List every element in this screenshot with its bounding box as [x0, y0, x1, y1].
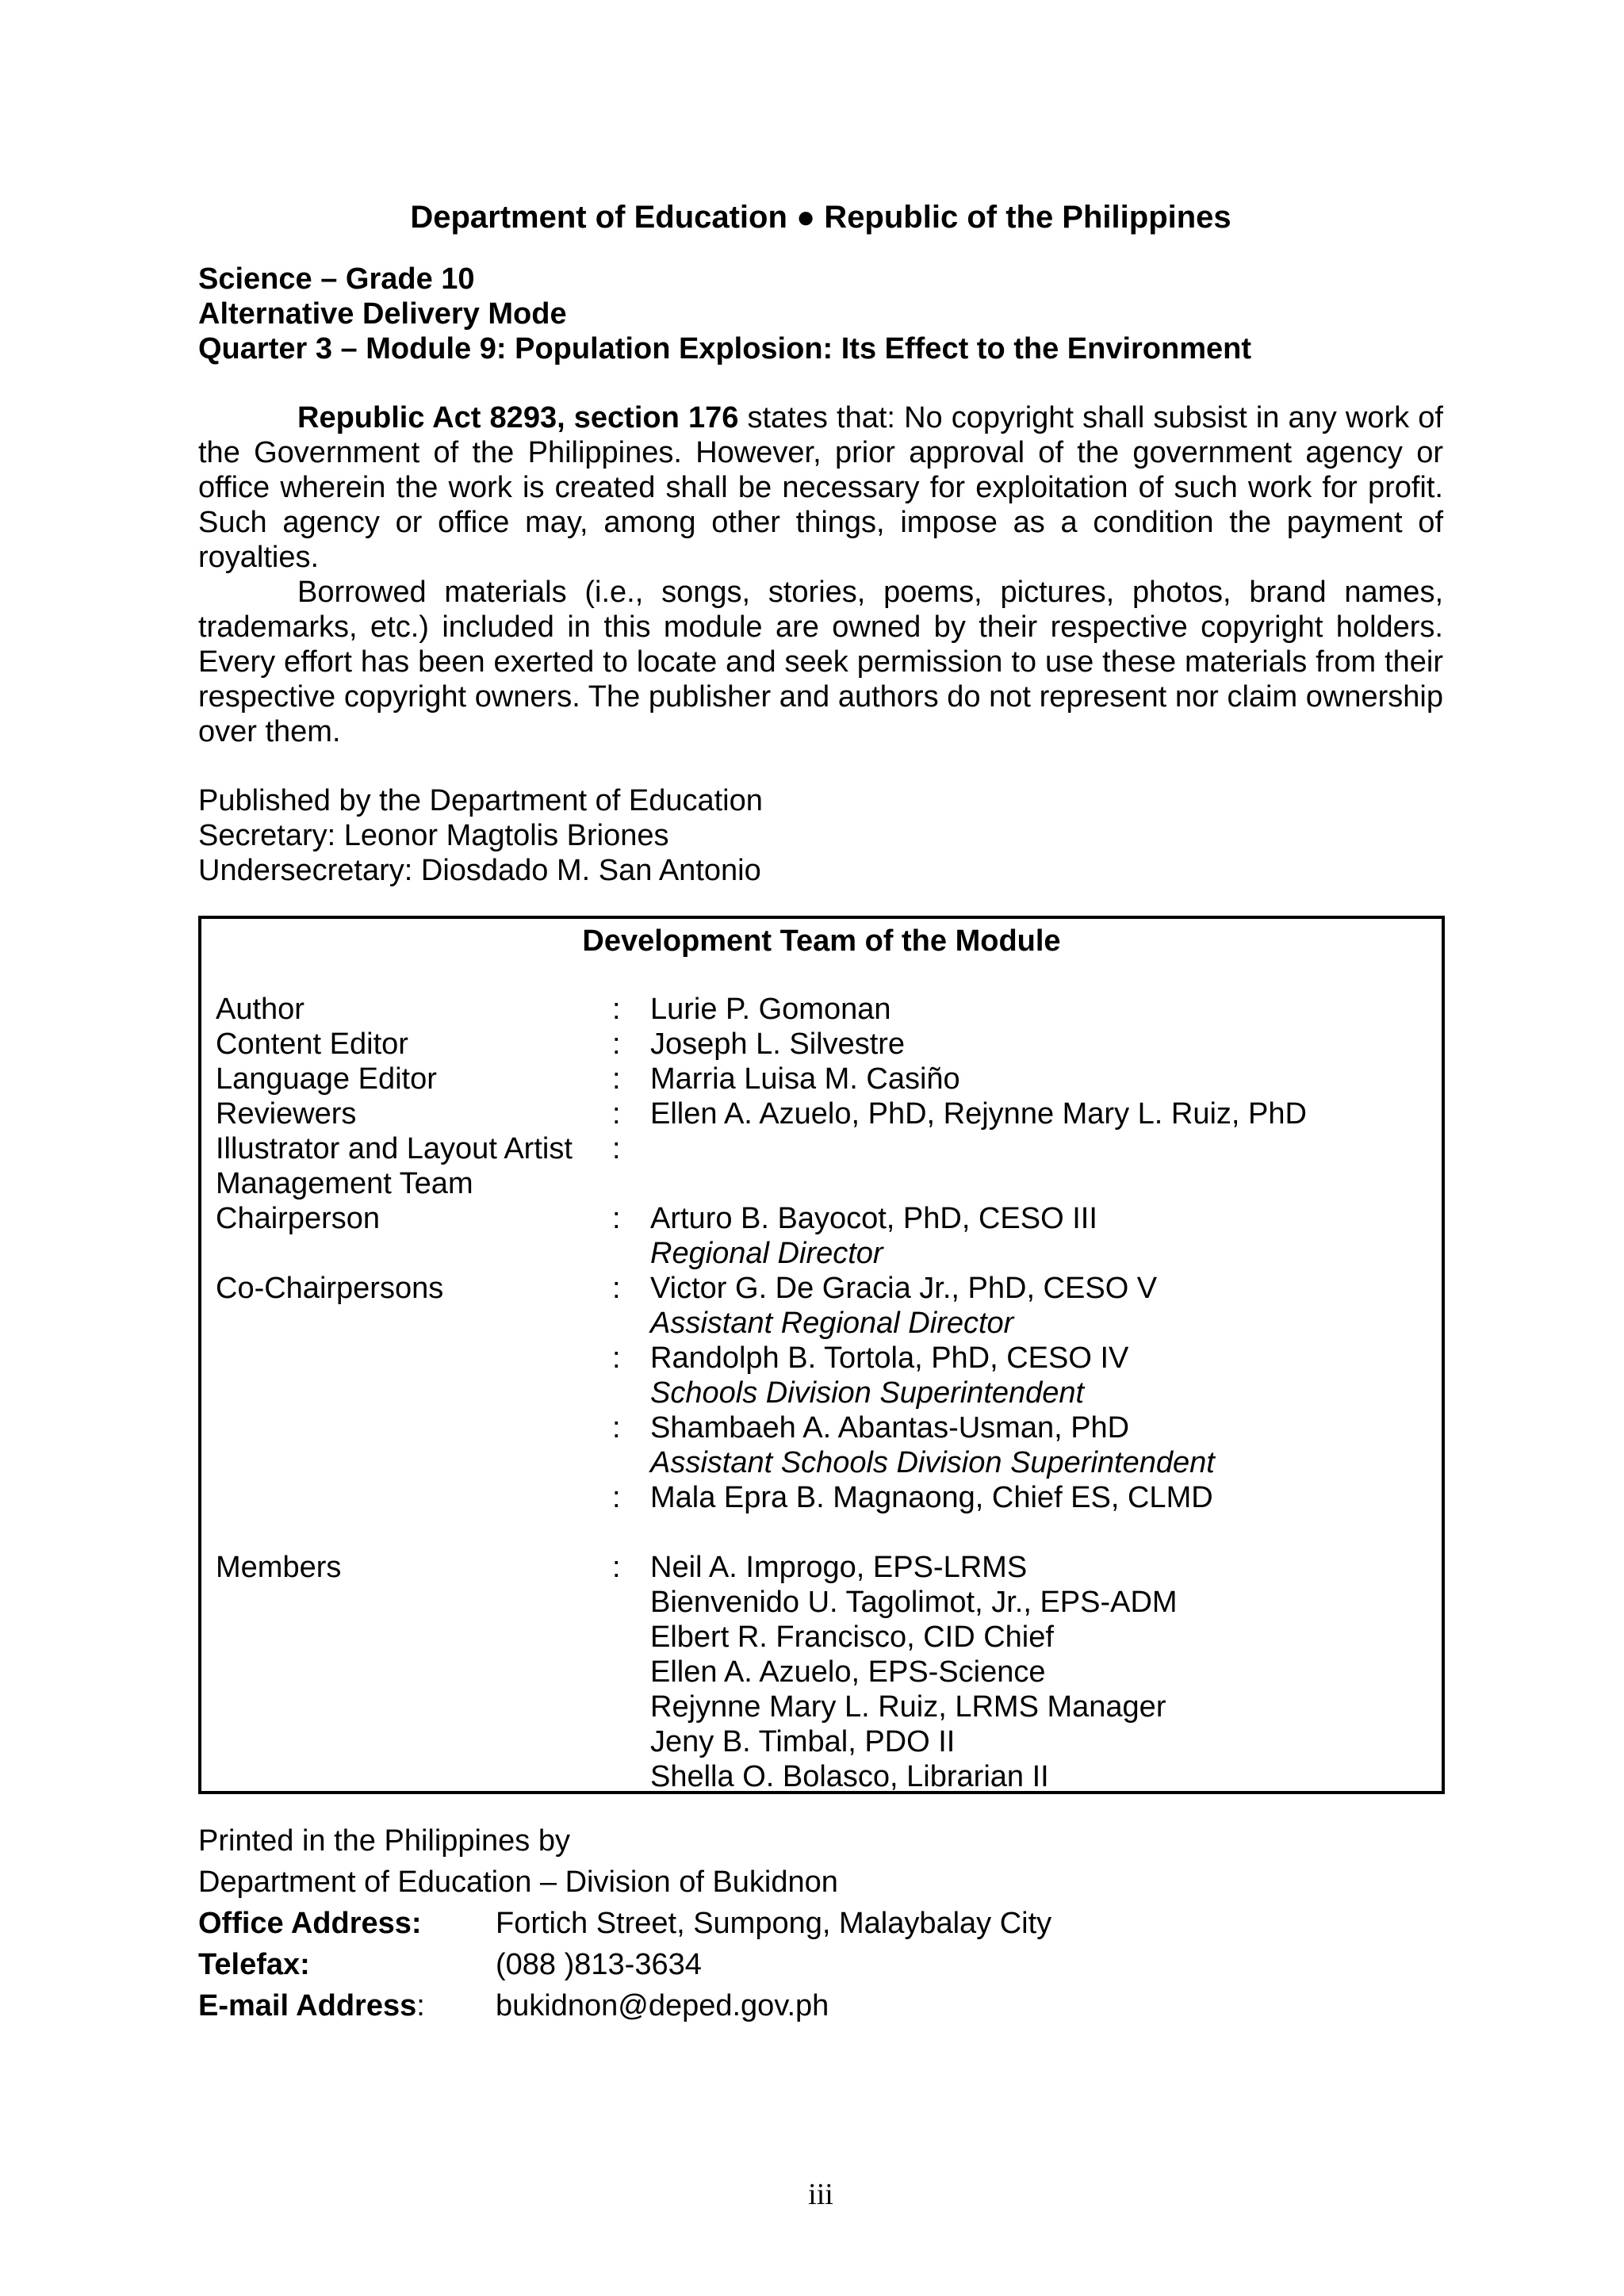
mode-line: Alternative Delivery Mode: [198, 297, 567, 331]
team-title: Development Team of the Module: [582, 924, 1061, 958]
team-row: [216, 1271, 1429, 1306]
team-colon: :: [612, 1202, 621, 1235]
email-value[interactable]: bukidnon@deped.gov.ph: [496, 1989, 829, 2022]
team-role: Members: [216, 1551, 342, 1584]
module-line: Quarter 3 – Module 9: Population Explosion: Its Effect to the Environment: [198, 332, 1252, 365]
department-title: Department of Education ● Republic of the Philippines: [410, 200, 1231, 235]
page-number: iii: [808, 2178, 833, 2211]
printed-by: Printed in the Philippines by: [198, 1824, 570, 1858]
division: Department of Education – Division of Bukidnon: [198, 1866, 838, 1899]
development-team-box: [198, 916, 1445, 1794]
member-row: [216, 1655, 1429, 1689]
team-row: [216, 1027, 1429, 1062]
team-row: [216, 1131, 1429, 1166]
email-label-colon: :: [416, 1989, 425, 2022]
team-person: Lurie P. Gomonan: [650, 993, 891, 1026]
printing-info: [198, 1823, 1052, 2030]
member-row: [216, 1585, 1429, 1620]
copyright-paragraph: [198, 400, 1443, 575]
team-position-title: Assistant Regional Director: [650, 1307, 1014, 1340]
team-colon: :: [612, 1341, 621, 1375]
telefax-row: [198, 1947, 838, 1988]
telefax-value: (088 )813-3634: [496, 1948, 702, 1981]
team-row: [216, 1480, 1429, 1515]
team-row: [216, 992, 1429, 1027]
email-label-text: E-mail Address: [198, 1989, 417, 2022]
member-row: [216, 1620, 1429, 1655]
team-row: [216, 1306, 1429, 1341]
office-address-label: Office Address:: [198, 1907, 422, 1940]
team-colon: :: [612, 993, 621, 1026]
team-position-title: Assistant Schools Division Superintendent: [650, 1446, 1215, 1479]
publisher-info: [198, 783, 763, 888]
team-person: Ellen A. Azuelo, EPS-Science: [650, 1655, 1046, 1689]
module-heading: [198, 262, 1251, 366]
team-row: [216, 1096, 1429, 1131]
team-position-title: Schools Division Superintendent: [650, 1376, 1085, 1410]
team-person: Shella O. Bolasco, Librarian II: [650, 1760, 1049, 1793]
team-role: Author: [216, 993, 304, 1026]
team-colon: :: [612, 1411, 621, 1445]
team-row: [216, 1166, 1429, 1201]
team-person: Jeny B. Timbal, PDO II: [650, 1725, 956, 1758]
team-colon: :: [612, 1551, 621, 1584]
team-list: [216, 992, 1429, 1794]
member-row: [216, 1759, 1429, 1794]
team-person: Mala Epra B. Magnaong, Chief ES, CLMD: [650, 1481, 1213, 1514]
email-row: [198, 1988, 838, 2030]
team-colon: :: [612, 1272, 621, 1305]
secretary: Secretary: Leonor Magtolis Briones: [198, 819, 669, 852]
team-row: [216, 1062, 1429, 1096]
team-person: Ellen A. Azuelo, PhD, Rejynne Mary L. Ruiz, PhD: [650, 1097, 1307, 1131]
team-role: Reviewers: [216, 1097, 357, 1131]
team-colon: :: [612, 1097, 621, 1131]
team-person: Marria Luisa M. Casiño: [650, 1062, 960, 1096]
office-address-row: [198, 1906, 1052, 1947]
team-person: Randolph B. Tortola, PhD, CESO IV: [650, 1341, 1129, 1375]
published-by: Published by the Department of Education: [198, 784, 763, 817]
team-colon: :: [612, 1027, 621, 1061]
office-address-value: Fortich Street, Sumpong, Malaybalay City: [496, 1907, 1052, 1940]
team-role: Content Editor: [216, 1027, 408, 1061]
team-person: Rejynne Mary L. Ruiz, LRMS Manager: [650, 1690, 1166, 1724]
team-row: [216, 1445, 1429, 1480]
team-person: Shambaeh A. Abantas-Usman, PhD: [650, 1411, 1130, 1445]
undersecretary: Undersecretary: Diosdado M. San Antonio: [198, 854, 761, 887]
team-role: Chairperson: [216, 1202, 380, 1235]
team-colon: :: [612, 1481, 621, 1514]
team-spacer: [216, 1515, 1429, 1550]
team-row: [216, 1201, 1429, 1236]
team-row: [216, 1341, 1429, 1376]
republic-act-reference: Republic Act 8293, section 176: [297, 401, 739, 434]
member-row: [216, 1689, 1429, 1724]
team-colon: :: [612, 1062, 621, 1096]
team-row: [216, 1410, 1429, 1445]
team-role: Co-Chairpersons: [216, 1272, 444, 1305]
email-label: [198, 1988, 425, 2023]
team-person: Arturo B. Bayocot, PhD, CESO III: [650, 1202, 1097, 1235]
team-person: Neil A. Improgo, EPS-LRMS: [650, 1551, 1028, 1584]
borrowed-text: Borrowed materials (i.e., songs, stories, poems, pictures, photos, brand names, trademarks, etc.) included in this module are owned by their respective copyright holders. Every effort has been exerted to locate and seek permission to use these materials from their respective copyright owners. The publisher and authors do not represent nor claim ownership over them.: [198, 576, 1443, 748]
copyright-text: states that: No copyright shall subsist in any work of the Government of the Philippines. However, prior approval of the government agency or office wherein the work is created shall be necessary for exploitation of such work for profit. Such agency or office may, among other things, impose as a condition the payment of royalties.: [198, 401, 1443, 574]
team-person: Joseph L. Silvestre: [650, 1027, 906, 1061]
team-person: Elbert R. Francisco, CID Chief: [650, 1621, 1054, 1654]
team-row: [216, 1236, 1429, 1271]
team-role: Management Team: [216, 1167, 473, 1200]
team-role: Illustrator and Layout Artist: [216, 1132, 573, 1165]
team-row: [216, 1376, 1429, 1410]
team-position-title: Regional Director: [650, 1237, 883, 1270]
member-row: [216, 1550, 1429, 1585]
team-role: Language Editor: [216, 1062, 437, 1096]
member-row: [216, 1724, 1429, 1759]
team-person: Victor G. De Gracia Jr., PhD, CESO V: [650, 1272, 1158, 1305]
telefax-label: Telefax:: [198, 1948, 310, 1981]
team-colon: :: [612, 1132, 621, 1165]
subject-line: Science – Grade 10: [198, 262, 475, 296]
team-person: Bienvenido U. Tagolimot, Jr., EPS-ADM: [650, 1586, 1178, 1619]
borrowed-materials-paragraph: [198, 575, 1443, 749]
